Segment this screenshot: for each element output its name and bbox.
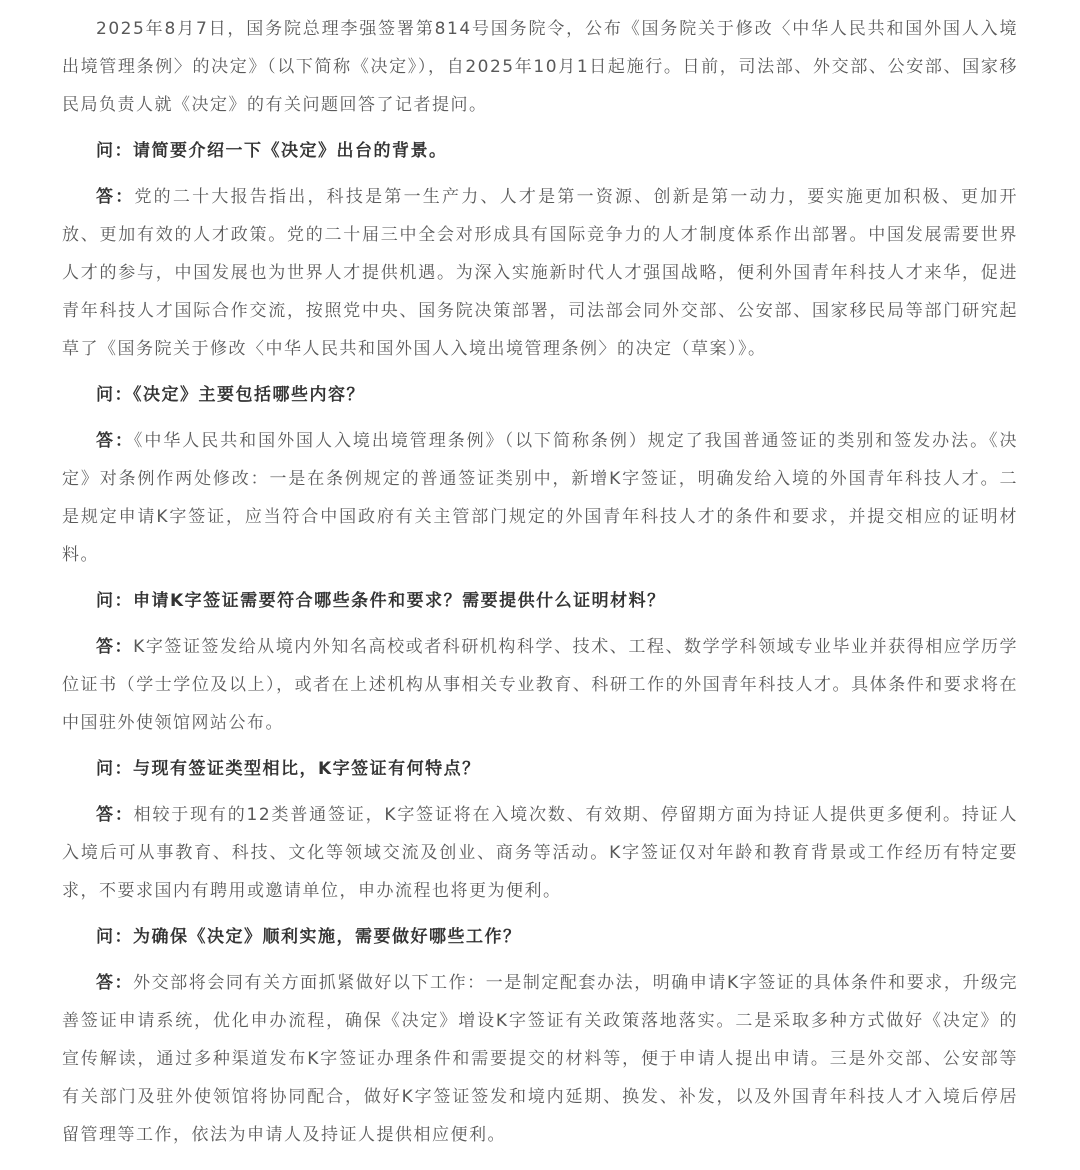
answer-5	[62, 964, 1018, 1154]
question-3: 问：申请K字签证需要符合哪些条件和要求？需要提供什么证明材料？	[96, 591, 666, 611]
answer-1	[62, 178, 1018, 368]
answer-1-text: 党的二十大报告指出，科技是第一生产力、人才是第一资源、创新是第一动力，要实施更加积极、更加开放、更加有效的人才政策。党的二十届三中全会对形成具有国际竞争力的人才制度体系作出部署。中国发展需要世界人才的参与，中国发展也为世界人才提供机遇。为深入实施新时代人才强国战略，便利外国青年科技人才来华，促进青年科技人才国际合作交流，按照党中央、国务院决策部署，司法部会同外交部、公安部、国家移民局等部门研究起草了《国务院关于修改〈中华人民共和国外国人入境出境管理条例〉的决定（草案）》。	[62, 187, 1019, 359]
answer-2-label: 答：	[96, 431, 134, 451]
answer-4-text: 相较于现有的12类普通签证，K字签证将在入境次数、有效期、停留期方面为持证人提供更多便利。持证人入境后可从事教育、科技、文化等领域交流及创业、商务等活动。K字签证仅对年龄和教育背景或工作经历有特定要求，不要求国内有聘用或邀请单位，申办流程也将更为便利。	[62, 805, 1019, 901]
answer-5-text: 外交部将会同有关方面抓紧做好以下工作：一是制定配套办法，明确申请K字签证的具体条件和要求，升级完善签证申请系统，优化申办流程，确保《决定》增设K字签证有关政策落地落实。二是采取多种方式做好《决定》的宣传解读，通过多种渠道发布K字签证办理条件和需要提交的材料等，便于申请人提出申请。三是外交部、公安部等有关部门及驻外使领馆将协同配合，做好K字签证签发和境内延期、换发、补发，以及外国青年科技人才入境后停居留管理等工作，依法为申请人及持证人提供相应便利。	[62, 973, 1018, 1145]
answer-4-label: 答：	[96, 805, 134, 825]
answer-5-label: 答：	[96, 973, 134, 993]
question-4: 问：与现有签证类型相比，K字签证有何特点？	[96, 759, 481, 779]
answer-3	[62, 628, 1018, 742]
answer-1-label: 答：	[96, 187, 135, 207]
question-2: 问：《决定》主要包括哪些内容？	[96, 385, 365, 405]
answer-3-label: 答：	[96, 637, 134, 657]
answer-4	[62, 796, 1018, 910]
answer-2-text: 《中华人民共和国外国人入境出境管理条例》（以下简称条例）规定了我国普通签证的类别和签发办法。《决定》对条例作两处修改：一是在条例规定的普通签证类别中，新增K字签证，明确发给入境的外国青年科技人才。二是规定申请K字签证，应当符合中国政府有关主管部门规定的外国青年科技人才的条件和要求，并提交相应的证明材料。	[62, 431, 1019, 565]
question-1: 问：请简要介绍一下《决定》出台的背景。	[96, 141, 448, 161]
answer-3-text: K字签证签发给从境内外知名高校或者科研机构科学、技术、工程、数学学科领域专业毕业并获得相应学历学位证书（学士学位及以上），或者在上述机构从事相关专业教育、科研工作的外国青年科技人才。具体条件和要求将在中国驻外使领馆网站公布。	[62, 637, 1018, 733]
answer-2	[62, 422, 1018, 574]
intro-paragraph: 2025年8月7日，国务院总理李强签署第814号国务院令，公布《国务院关于修改〈中华人民共和国外国人入境出境管理条例〉的决定》（以下简称《决定》），自2025年10月1日起施行。日前，司法部、外交部、公安部、国家移民局负责人就《决定》的有关问题回答了记者提问。	[62, 19, 1018, 115]
question-5: 问：为确保《决定》顺利实施，需要做好哪些工作？	[96, 927, 522, 947]
